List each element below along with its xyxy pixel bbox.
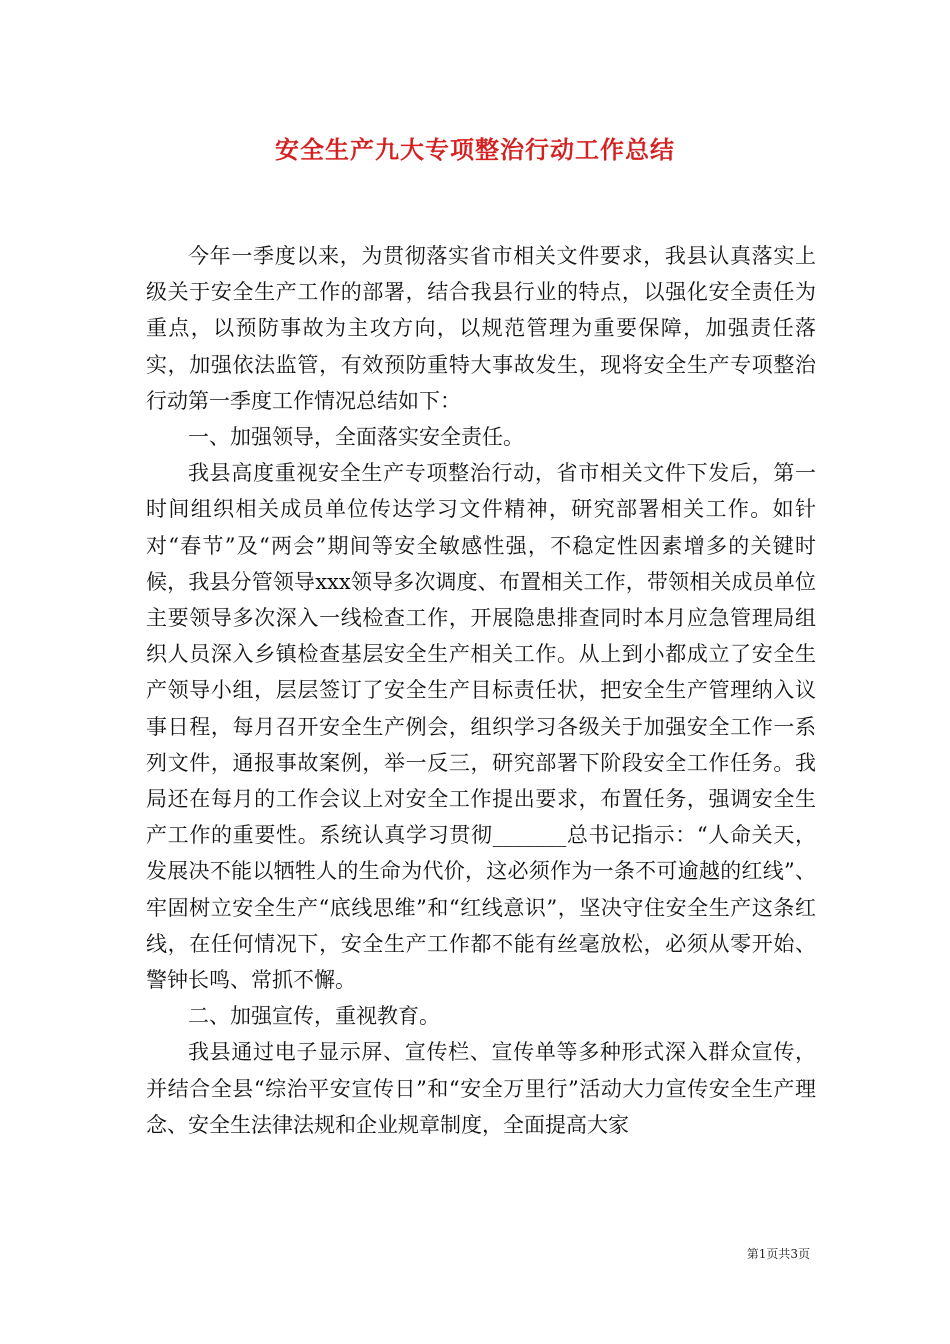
page-number: 第1页共3页 [746, 1247, 810, 1261]
section-heading-1: 一、加强领导，全面落实安全责任。 [188, 425, 524, 450]
paragraph-section-1: 我县高度重视安全生产专项整治行动，省市相关文件下发后，第一时间组织相关成员单位传达学习文件精神，研究部署相关工作。如针对“春节”及“两会”期间等安全敏感性强，不稳定性因素增多的关键时候，我县分管领导xxx领导多次调度、布置相关工作，带领相关成员单位主要领导多次深入一线检查工作，开展隐患排查同时本月应急管理局组织人员深入乡镇检查基层安全生产相关工作。从上到小都成立了安全生产领导小组，层层签订了安全生产目标责任状，把安全生产管理纳入议事日程，每月召开安全生产例会，组织学习各级关于加强安全工作一系列文件，通报事故案例，举一反三，研究部署下阶段安全工作任务。我局还在每月的工作会议上对安全工作提出要求，布置任务，强调安全生产工作的重要性。系统认真学习贯彻_______总书记指示：“人命关天，发展决不能以牺牲人的生命为代价，这必须作为一条不可逾越的红线”、牢固树立安全生产“底线思维”和“红线意识”，坚决守住安全生产这条红线，在任何情况下，安全生产工作都不能有丝毫放松，必须从零开始、警钟长鸣、常抓不懈。 [146, 461, 816, 993]
section-heading-2: 二、加强宣传，重视教育。 [188, 1004, 440, 1029]
document-title: 安全生产九大专项整治行动工作总结 [275, 135, 675, 164]
paragraph-section-2: 我县通过电子显示屏、宣传栏、宣传单等多种形式深入群众宣传，并结合全县“综治平安宣传日”和“安全万里行”活动大力宣传安全生产理念、安全生法律法规和企业规章制度，全面提高大家 [146, 1040, 816, 1137]
paragraph-intro: 今年一季度以来，为贯彻落实省市相关文件要求，我县认真落实上级关于安全生产工作的部署，结合我县行业的特点，以强化安全责任为重点，以预防事故为主攻方向，以规范管理为重要保障，加强责任落实，加强依法监管，有效预防重特大事故发生，现将安全生产专项整治行动第一季度工作情况总结如下： [146, 244, 816, 413]
document-body [146, 238, 816, 1143]
